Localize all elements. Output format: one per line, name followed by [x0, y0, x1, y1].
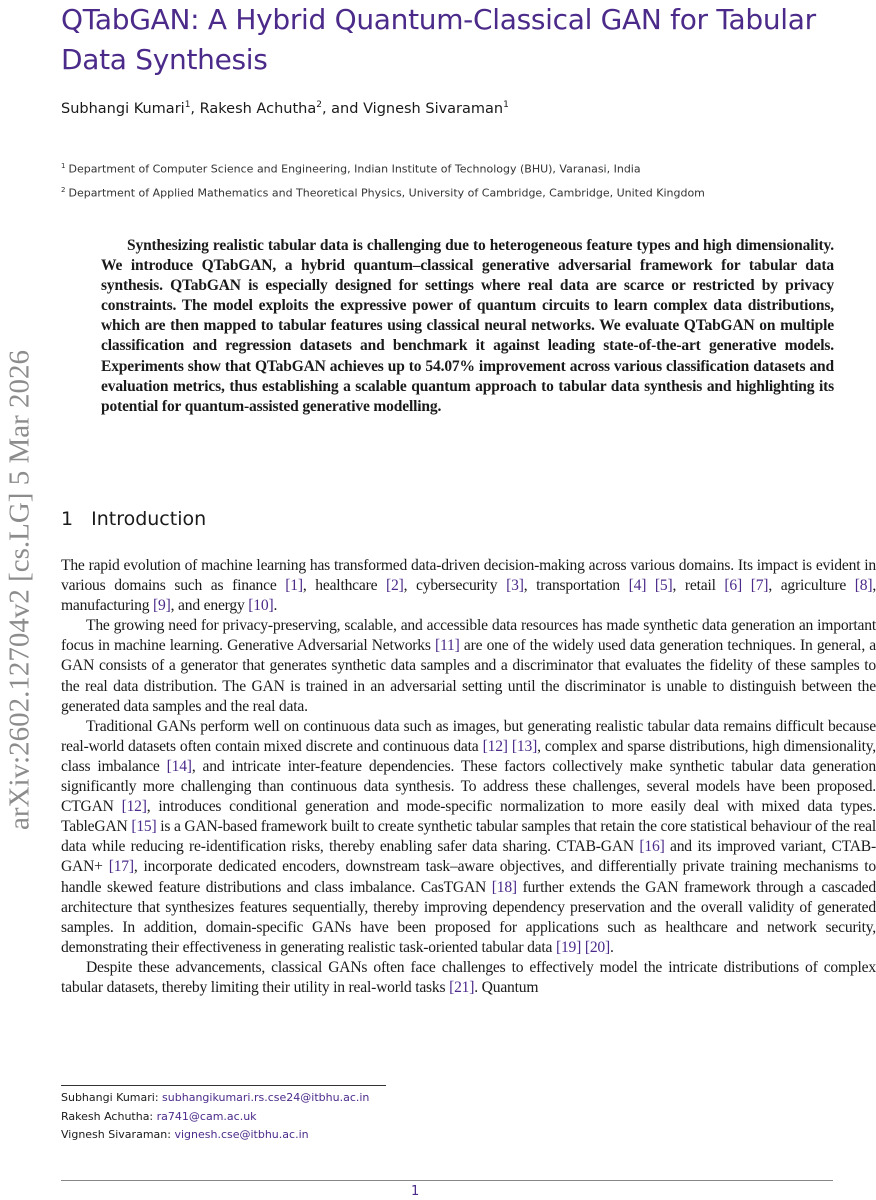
author: Vignesh Sivaraman$^1$	[363, 100, 509, 117]
email-link[interactable]: ra741@cam.ac.uk	[156, 1109, 257, 1123]
citation-link[interactable]: [20]	[584, 938, 611, 956]
citation-link[interactable]: [5]	[654, 577, 673, 595]
citation-link[interactable]: [12]	[482, 737, 508, 755]
citation-link[interactable]: [8]	[854, 577, 873, 595]
footnote: Vignesh Sivaraman: vignesh.cse@itbhu.ac.in	[61, 1128, 309, 1141]
page-number: 1	[411, 1184, 420, 1199]
citation-link[interactable]: [2]	[386, 577, 404, 595]
citation-link[interactable]: [3]	[506, 577, 524, 595]
email-link[interactable]: vignesh.cse@itbhu.ac.in	[174, 1128, 309, 1141]
abstract: Synthesizing realistic tabular data is challenging due to heterogeneous feature types and high dimensionality. We introduce QTabGAN, a hybrid quantum–classical generative adversarial framework for tabular data synthesis. QTabGAN is especially designed for settings where real data are scarce or restricted by privacy constraints. The model exploits the expressive power of quantum circuits to learn complex data distributions, which are then mapped to tabular features using classical neural networks. We evaluate QTabGAN on multiple classification and regression datasets and benchmark it against leading state-of-the-art generative models. Experiments show that QTabGAN achieves up to 54.07% improvement across various classification datasets and evaluation metrics, thus establishing a scalable quantum approach to tabular data synthesis and highlighting its potential for quantum-assisted generative modelling.	[101, 237, 834, 415]
paragraph: The growing need for privacy-preserving, scalable, and accessible data resources has made synthetic data generation an important focus in machine learning. Generative Adversarial Networks [11] are one of the widely used data generation techniques. In general, a GAN consists of a generator that generates synthetic data samples and a discriminator that evaluates the fidelity of these samples to the real data distribution. The GAN is trained in an adversarial setting until the discriminator is unable to distinguish between the generated data samples and the real data.	[61, 617, 876, 715]
citation-link[interactable]: [6]	[724, 577, 743, 595]
email-link[interactable]: subhangikumari.rs.cse24@itbhu.ac.in	[162, 1091, 370, 1104]
author: Rakesh Achutha$^2$, and	[199, 100, 364, 117]
citation-link[interactable]: [9]	[153, 597, 171, 615]
citation-link[interactable]: [7]	[750, 577, 769, 595]
citation-link[interactable]: [18]	[491, 878, 517, 896]
citation-link[interactable]: [21]	[449, 978, 475, 996]
paragraph: The rapid evolution of machine learning has transformed data-driven decision-making across various domains. Its impact is evident in various domains such as finance [1], healthcare [2], cybersecurity [3], transportation [4] [5], retail [6] [7], agriculture [8], manufacturing [9], and energy [10].	[61, 557, 876, 615]
body-text	[61, 556, 876, 998]
paper-title: QTabGAN: A Hybrid Quantum-Classical GAN for Tabular Data Synthesis	[61, 3, 816, 76]
affiliation: $^1$ Department of Computer Science and Engineering, Indian Institute of Technology (BHU), Varanasi, India	[61, 162, 641, 176]
author-list	[61, 100, 509, 117]
citation-link[interactable]: [15]	[131, 818, 157, 836]
paragraph: Despite these advancements, classical GANs often face challenges to effectively model the intricate distributions of complex tabular datasets, thereby limiting their utility in real-world tasks [21]. Quantum	[61, 958, 876, 996]
author: Subhangi Kumari$^1$,	[61, 100, 200, 117]
arxiv-watermark: arXiv:2602.12704v2 [cs.LG] 5 Mar 2026	[3, 349, 36, 831]
citation-link[interactable]: [12]	[121, 798, 147, 816]
footnote-rule	[61, 1085, 386, 1086]
footnote: Rakesh Achutha: ra741@cam.ac.uk	[61, 1109, 257, 1123]
affiliation-list	[61, 156, 705, 203]
citation-link[interactable]: [4]	[628, 577, 647, 595]
citation-link[interactable]: [16]	[639, 838, 665, 856]
citation-link[interactable]: [19]	[555, 938, 582, 956]
citation-link[interactable]: [11]	[435, 637, 460, 655]
affiliation: $^2$ Department of Applied Mathematics and Theoretical Physics, University of Cambridge, Cambridge, United Kingdom	[61, 185, 705, 200]
citation-link[interactable]: [13]	[511, 737, 538, 755]
citation-link[interactable]: [14]	[166, 757, 192, 775]
paragraph: Traditional GANs perform well on continuous data such as images, but generating realistic tabular data remains difficult because real-world datasets often contain mixed discrete and continuous data [12] [13], complex and sparse distributions, high dimensionality, class imbalance [14], and intricate inter-feature dependencies. These factors collectively make synthetic tabular data generation significantly more challenging than continuous data synthesis. To address these challenges, several models have been proposed. CTGAN [12], introduces conditional generation and mode-specific normalization to more easily deal with mixed data types. TableGAN [15] is a GAN-based framework built to create synthetic tabular samples that retain the core statistical behaviour of the real data while reducing re-identification risks, thereby enabling safer data sharing. CTAB-GAN [16] and its improved variant, CTAB-GAN+ [17], incorporate dedicated encoders, downstream task–aware objectives, and differentially private training mechanisms to handle skewed feature distributions and class imbalance. CasTGAN [18] further extends the GAN framework through a cascaded architecture that synthesizes features sequentially, thereby improving dependency preservation and the overall validity of generated samples. In addition, domain-specific GANs have been proposed for applications such as healthcare and network security, demonstrating their effectiveness in generating realistic task-oriented tabular data [19] [20].	[61, 717, 876, 956]
citation-link[interactable]: [10]	[248, 597, 274, 615]
section-heading: 1 Introduction	[61, 508, 207, 530]
footnote: Subhangi Kumari: subhangikumari.rs.cse24@itbhu.ac.in	[61, 1091, 370, 1104]
citation-link[interactable]: [17]	[108, 858, 134, 876]
footnotes	[61, 1089, 369, 1145]
page-footer-rule	[61, 1180, 833, 1181]
citation-link[interactable]: [1]	[285, 577, 303, 595]
